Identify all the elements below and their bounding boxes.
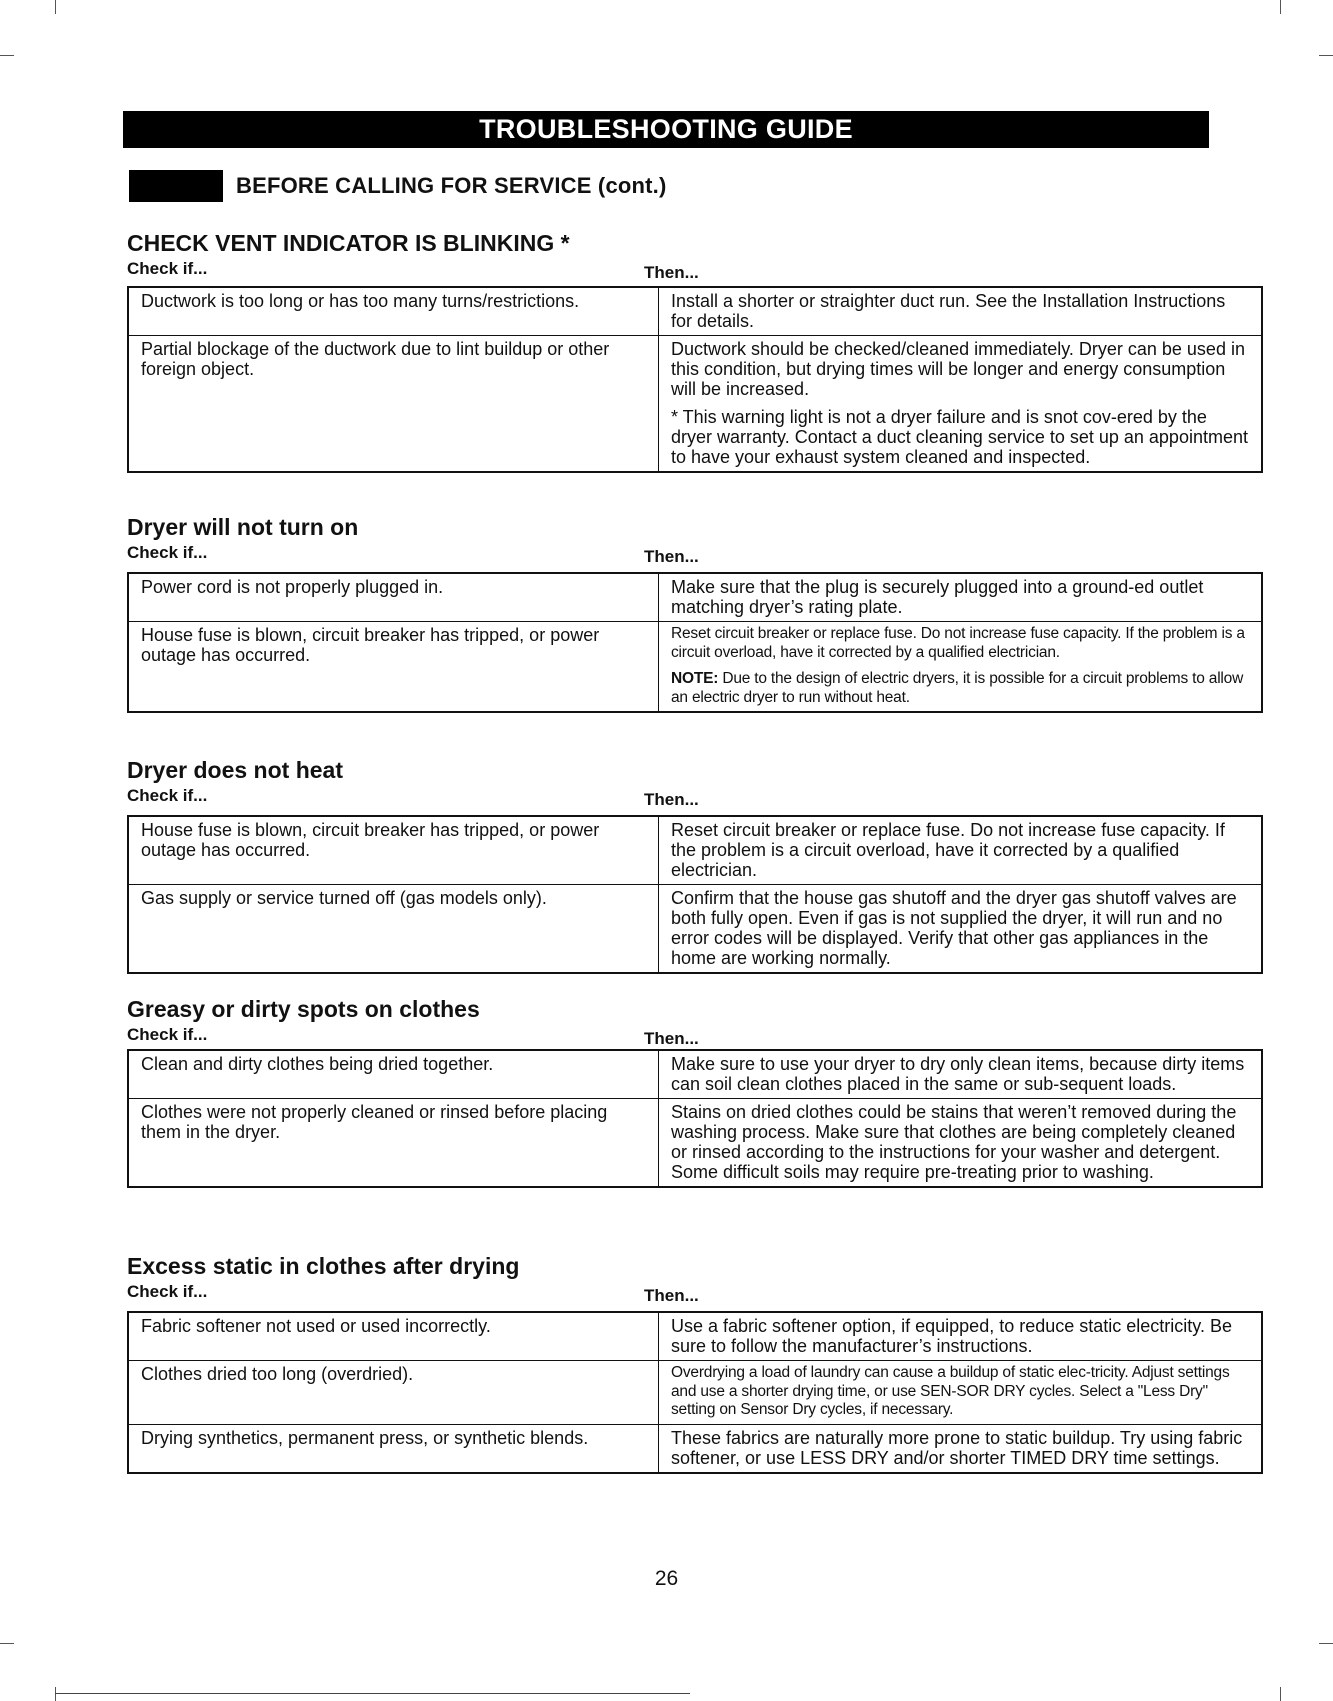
section-greasy-spots	[127, 995, 1245, 1188]
warranty-note: * This warning light is not a dryer failure and is snot cov-ered by the dryer warranty. Contact a duct cleaning service to set up an appointment to have your exhaust system cleaned and inspected.	[671, 407, 1248, 467]
troubleshooting-table	[127, 572, 1263, 713]
column-headers	[127, 1023, 1210, 1047]
then-text: Use a fabric softener option, if equipped, to reduce static electricity. Be sure to follow the manufacturer’s instructions.	[671, 1316, 1232, 1356]
troubleshooting-table	[127, 1049, 1263, 1188]
table-row	[128, 622, 1262, 713]
section-excess-static	[127, 1252, 1243, 1474]
then-cell	[659, 885, 1263, 974]
table-row	[128, 1312, 1262, 1361]
subheading-block-marker	[129, 170, 223, 202]
table-row	[128, 885, 1262, 974]
check-cell: Partial blockage of the ductwork due to lint buildup or other foreign object.	[128, 336, 659, 473]
check-cell: Clothes were not properly cleaned or rinsed before placing them in the dryer.	[128, 1099, 659, 1188]
check-cell: Clothes dried too long (overdried).	[128, 1361, 659, 1425]
check-if-label: Check if...	[127, 786, 208, 805]
then-text: Make sure that the plug is securely plugged into a ground-ed outlet matching dryer’s rating plate.	[671, 577, 1204, 617]
check-cell: Ductwork is too long or has too many turns/restrictions.	[128, 287, 659, 336]
check-if-label: Check if...	[127, 1025, 208, 1044]
then-cell	[659, 1424, 1263, 1473]
electric-dryer-note	[671, 670, 1249, 707]
subheading	[129, 170, 667, 202]
then-cell	[659, 1099, 1263, 1188]
then-text: Overdrying a load of laundry can cause a buildup of static elec-tricity. Adjust settings and use a shorter drying time, or use SEN-SOR DRY cycles. Select a "Less Dry" setting on Sensor Dry cycles, if necessary.	[671, 1364, 1230, 1418]
then-text: These fabrics are naturally more prone to static buildup. Try using fabric softener, or use LESS DRY and/or shorter TIMED DRY time settings.	[671, 1427, 1243, 1468]
then-text: Confirm that the house gas shutoff and the dryer gas shutoff valves are both fully open. Even if gas is not supplied the dryer, it will run and no error codes will be displayed. Verify that other gas appliances in the home are working normally.	[671, 888, 1237, 968]
section-title: Dryer does not heat	[127, 757, 343, 783]
check-if-label: Check if...	[127, 1282, 208, 1301]
section-does-not-heat	[127, 756, 1237, 974]
note-text: Due to the design of electric dryers, it is possible for a circuit problems to allow an electric dryer to run without heat.	[671, 670, 1244, 706]
section-title: Greasy or dirty spots on clothes	[127, 996, 480, 1022]
check-cell: Power cord is not properly plugged in.	[128, 573, 659, 622]
crop-mark	[0, 1643, 14, 1644]
check-cell: Clean and dirty clothes being dried together.	[128, 1050, 659, 1099]
crop-mark	[0, 55, 14, 56]
table-row	[128, 1050, 1262, 1099]
check-cell: Drying synthetics, permanent press, or synthetic blends.	[128, 1424, 659, 1473]
note-label: NOTE:	[671, 670, 719, 687]
section-will-not-turn-on	[127, 513, 1245, 713]
then-label: Then...	[644, 547, 699, 566]
then-label: Then...	[644, 263, 699, 282]
table-row	[128, 1099, 1262, 1188]
table-row	[128, 1424, 1262, 1473]
column-headers	[127, 784, 1210, 808]
then-text: Stains on dried clothes could be stains that weren’t removed during the washing process. Make sure that clothes are being completely cleaned or rinsed according to the instructions for your washer and detergent. Some difficult soils may require pre-treating prior to washing.	[671, 1102, 1237, 1182]
table-row	[128, 287, 1262, 336]
troubleshooting-table	[127, 1311, 1263, 1474]
table-row	[128, 336, 1262, 473]
page-number: 26	[654, 1567, 679, 1590]
column-headers	[127, 1280, 1210, 1304]
then-text: Reset circuit breaker or replace fuse. Do not increase fuse capacity. If the problem is a circuit overload, have it corrected by a qualified electrician.	[671, 820, 1225, 880]
troubleshooting-table	[127, 286, 1263, 473]
crop-mark	[1280, 0, 1281, 14]
check-cell: House fuse is blown, circuit breaker has tripped, or power outage has occurred.	[128, 622, 659, 713]
bottom-rule	[55, 1693, 690, 1694]
section-title: CHECK VENT INDICATOR IS BLINKING *	[127, 230, 570, 256]
then-label: Then...	[644, 790, 699, 809]
then-label: Then...	[644, 1286, 699, 1305]
then-cell	[659, 573, 1263, 622]
column-headers	[127, 257, 1210, 281]
then-cell	[659, 287, 1263, 336]
then-text: Reset circuit breaker or replace fuse. Do not increase fuse capacity. If the problem is a circuit overload, have it corrected by a qualified electrician.	[671, 625, 1245, 661]
section-title: Dryer will not turn on	[127, 514, 359, 540]
crop-mark	[1280, 1687, 1281, 1701]
then-cell	[659, 816, 1263, 885]
table-row	[128, 816, 1262, 885]
column-headers	[127, 541, 1210, 565]
crop-mark	[55, 0, 56, 14]
subheading-text: BEFORE CALLING FOR SERVICE (cont.)	[236, 173, 667, 198]
section-check-vent	[127, 229, 1248, 473]
then-cell	[659, 336, 1263, 473]
then-text: Install a shorter or straighter duct run. See the Installation Instructions for details.	[671, 291, 1226, 331]
then-text: Make sure to use your dryer to dry only clean items, because dirty items can soil clean clothes placed in the same or sub-sequent loads.	[671, 1054, 1245, 1094]
then-cell	[659, 1361, 1263, 1425]
check-cell: Gas supply or service turned off (gas models only).	[128, 885, 659, 974]
troubleshooting-table	[127, 815, 1263, 974]
check-if-label: Check if...	[127, 543, 208, 562]
then-cell	[659, 1050, 1263, 1099]
check-if-label: Check if...	[127, 259, 208, 278]
page-banner: TROUBLESHOOTING GUIDE	[123, 111, 1209, 148]
then-label: Then...	[644, 1029, 699, 1048]
section-title: Excess static in clothes after drying	[127, 1253, 520, 1279]
table-row	[128, 573, 1262, 622]
table-row	[128, 1361, 1262, 1425]
check-cell: House fuse is blown, circuit breaker has tripped, or power outage has occurred.	[128, 816, 659, 885]
crop-mark	[1319, 1643, 1333, 1644]
crop-mark	[55, 1687, 56, 1701]
then-cell	[659, 1312, 1263, 1361]
then-text: Ductwork should be checked/cleaned immediately. Dryer can be used in this condition, but drying times will be longer and energy consumption will be increased.	[671, 339, 1245, 399]
crop-mark	[1319, 55, 1333, 56]
check-cell: Fabric softener not used or used incorrectly.	[128, 1312, 659, 1361]
then-cell	[659, 622, 1263, 713]
